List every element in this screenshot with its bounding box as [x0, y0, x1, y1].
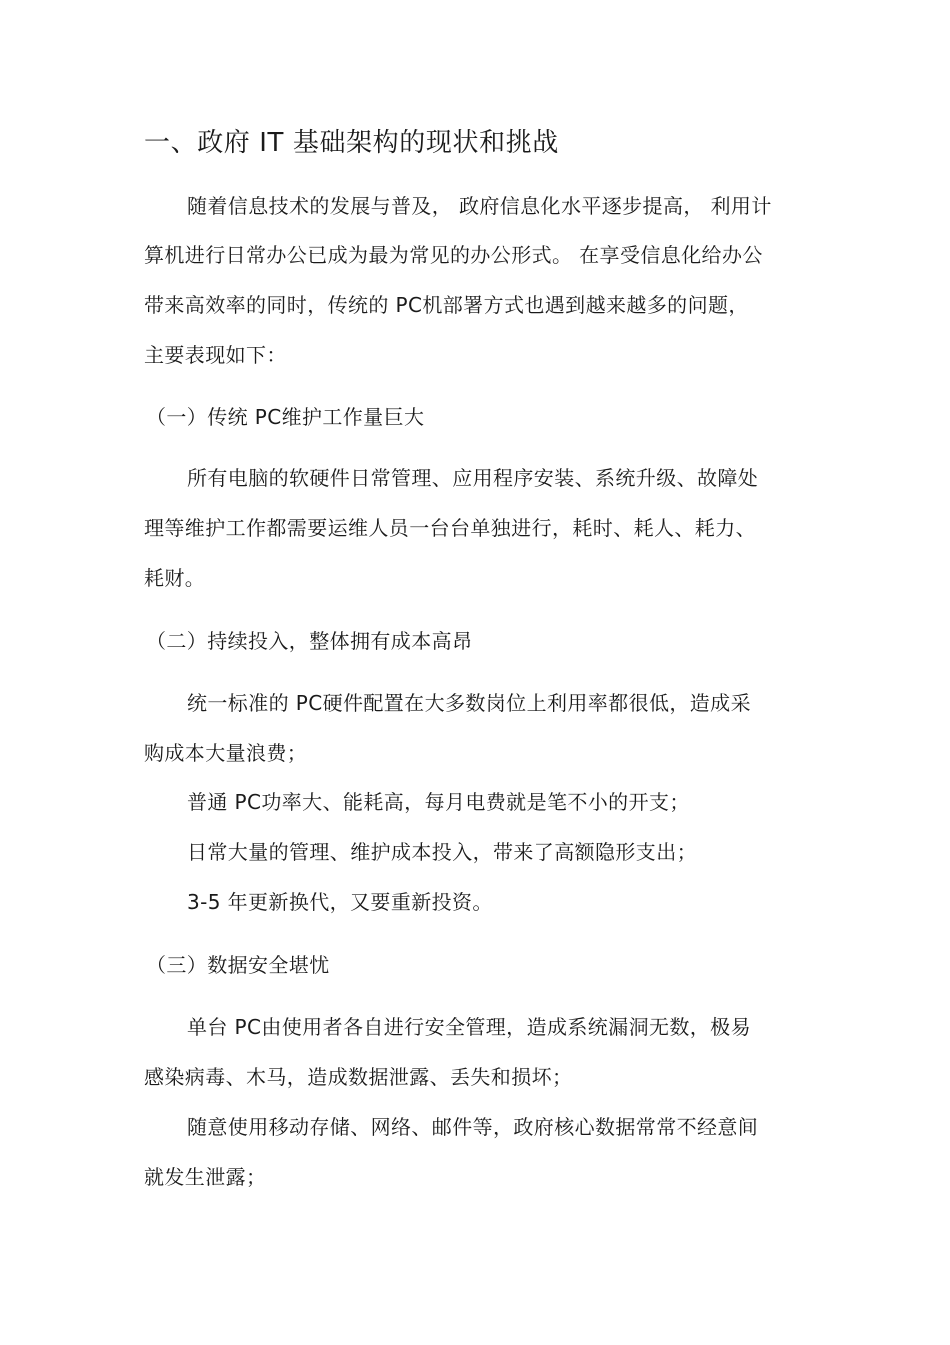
- section-2-line-3: 普通 PC功率大、能耗高，每月电费就是笔不小的开支；: [187, 790, 690, 814]
- section-1-heading: （一）传统 PC维护工作量巨大: [146, 405, 425, 429]
- section-3-heading: （三）数据安全堪忧: [146, 953, 330, 977]
- section-2-line-5: 3-5 年更新换代，又要重新投资。: [187, 890, 493, 914]
- page-title: 一、政府 IT 基础架构的现状和挑战: [144, 128, 559, 158]
- section-1-line-2: 理等维护工作都需要运维人员一台台单独进行，耗时、耗人、耗力、: [144, 516, 756, 540]
- intro-line-4: 主要表现如下：: [144, 343, 287, 367]
- section-2-line-1: 统一标准的 PC硬件配置在大多数岗位上利用率都很低，造成采: [187, 691, 751, 715]
- section-3-line-1: 单台 PC由使用者各自进行安全管理，造成系统漏洞无数，极易: [187, 1015, 751, 1039]
- section-3-line-3: 随意使用移动存储、网络、邮件等，政府核心数据常常不经意间: [187, 1115, 759, 1139]
- section-2-line-4: 日常大量的管理、维护成本投入，带来了高额隐形支出；: [187, 840, 697, 864]
- section-3-line-4: 就发生泄露；: [144, 1165, 267, 1189]
- intro-line-3: 带来高效率的同时，传统的 PC机部署方式也遇到越来越多的问题，: [144, 293, 749, 317]
- intro-line-2: 算机进行日常办公已成为最为常见的办公形式。 在享受信息化给办公: [144, 243, 763, 267]
- section-2-line-2: 购成本大量浪费；: [144, 741, 308, 765]
- section-1-line-3: 耗财。: [144, 566, 206, 590]
- section-2-heading: （二）持续投入，整体拥有成本高昂: [146, 629, 473, 653]
- intro-line-1: 随着信息技术的发展与普及， 政府信息化水平逐步提高， 利用计: [187, 194, 772, 218]
- section-3-line-2: 感染病毒、木马，造成数据泄露、丢失和损坏；: [144, 1065, 573, 1089]
- section-1-line-1: 所有电脑的软硬件日常管理、应用程序安装、系统升级、故障处: [187, 466, 759, 490]
